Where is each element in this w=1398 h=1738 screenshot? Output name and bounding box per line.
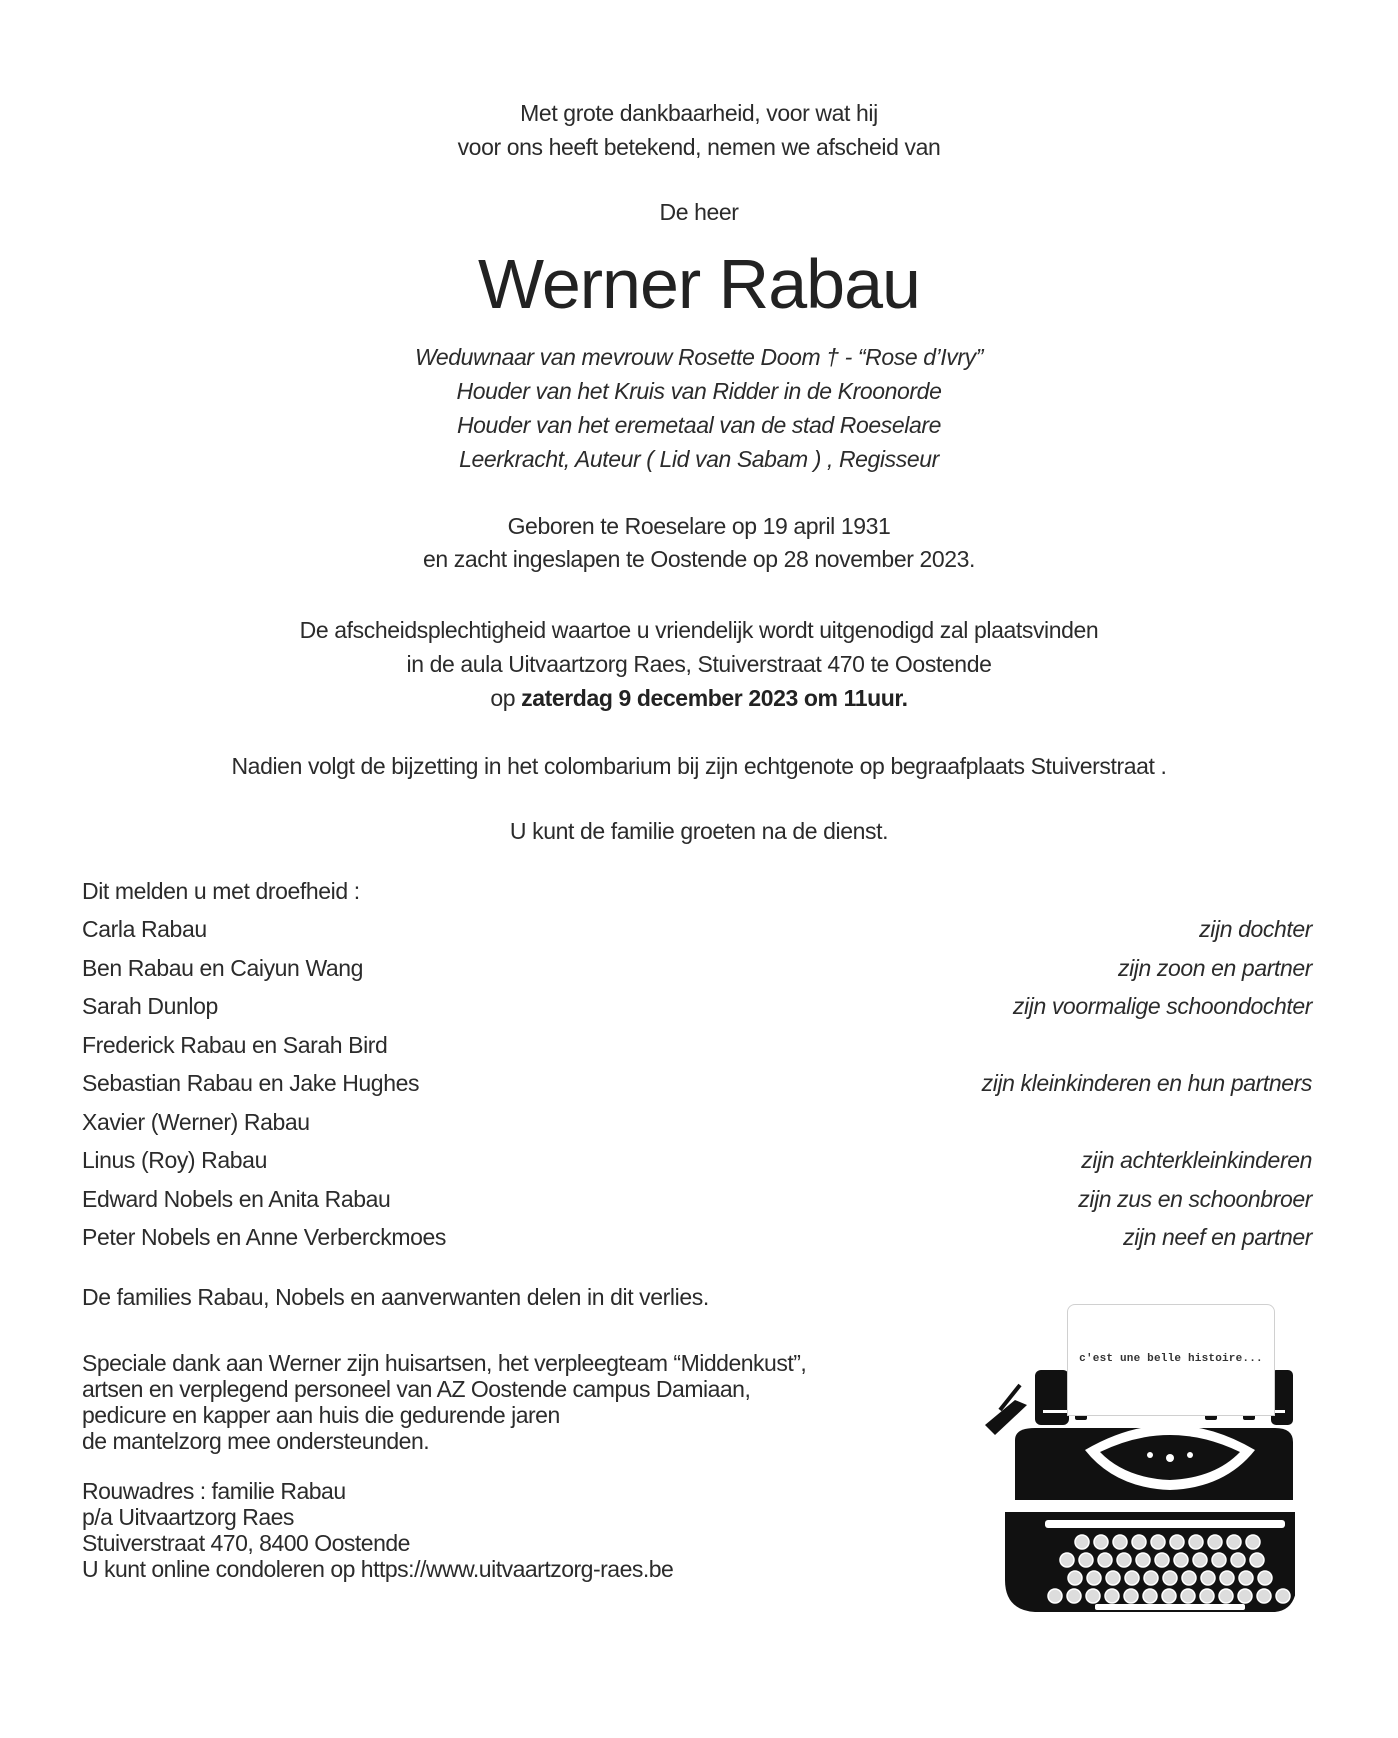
family-row <box>82 1103 1312 1142</box>
typewriter-icon <box>975 1290 1295 1620</box>
deceased-name: Werner Rabau <box>478 245 920 323</box>
birth-line: Geboren te Roeselare op 19 april 1931 <box>507 513 891 539</box>
typewriter-paper <box>1067 1304 1275 1416</box>
family-list <box>82 872 1312 1257</box>
thanks-line: pedicure en kapper aan huis die gedurende jaren <box>82 1402 560 1428</box>
honor-line: Leerkracht, Auteur ( Lid van Sabam ) , Regisseur <box>459 446 939 472</box>
family-member-name: Frederick Rabau en Sarah Bird <box>82 1031 388 1058</box>
title-prefix <box>0 196 1398 229</box>
family-member-name: Ben Rabau en Caiyun Wang <box>82 954 364 981</box>
ceremony-date: zaterdag 9 december 2023 om 11uur. <box>521 685 908 711</box>
intro-line-1: Met grote dankbaarheid, voor wat hij <box>520 100 878 126</box>
family-row <box>82 1180 1312 1219</box>
family-member-relation: zijn zus en schoonbroer <box>1078 1185 1312 1212</box>
condolence-link[interactable]: U kunt online condoleren op https://www.uitvaartzorg-raes.be <box>82 1556 674 1582</box>
family-member-name: Sebastian Rabau en Jake Hughes <box>82 1070 420 1096</box>
family-member-relation: zijn zoon en partner <box>1117 954 1312 981</box>
burial-info <box>0 750 1398 783</box>
family-member-name: Edward Nobels en Anita Rabau <box>82 1185 391 1212</box>
thanks-line: artsen en verplegend personeel van AZ Oostende campus Damiaan, <box>82 1376 751 1402</box>
greeting-text: U kunt de familie groeten na de dienst. <box>509 818 889 844</box>
paper-text: c'est une belle histoire... <box>1079 1353 1263 1365</box>
ceremony-date-prefix: op <box>490 685 522 711</box>
family-member-relation: zijn achterkleinkinderen <box>1081 1147 1312 1173</box>
family-row <box>82 1218 1312 1257</box>
honor-line: Weduwnaar van mevrouw Rosette Doom † - “Rose d’Ivry” <box>414 344 984 370</box>
ceremony-line-3 <box>0 681 1398 715</box>
family-row <box>82 987 1312 1026</box>
family-row <box>82 910 1312 949</box>
mourning-address <box>82 1478 673 1582</box>
family-member-relation: zijn dochter <box>1199 916 1312 942</box>
family-heading: Dit melden u met droefheid : <box>82 878 360 904</box>
family-member-name: Sarah Dunlop <box>82 993 218 1019</box>
greeting-info <box>0 815 1398 848</box>
family-row <box>82 1141 1312 1180</box>
closing-text: De families Rabau, Nobels en aanverwanten delen in dit verlies. <box>82 1284 709 1310</box>
family-row <box>82 949 1312 988</box>
burial-text: Nadien volgt de bijzetting in het colombarium bij zijn echtgenote op begraafplaats Stuiverstraat . <box>231 753 1167 779</box>
family-row <box>82 1064 1312 1103</box>
family-member-name: Xavier (Werner) Rabau <box>82 1108 310 1135</box>
ceremony-line-1: De afscheidsplechtigheid waartoe u vriendelijk wordt uitgenodigd zal plaatsvinden <box>299 617 1099 643</box>
thanks-line: Speciale dank aan Werner zijn huisartsen, het verpleegteam “Middenkust”, <box>82 1350 807 1376</box>
death-line: en zacht ingeslapen te Oostende op 28 november 2023. <box>422 546 976 572</box>
family-member-name: Peter Nobels en Anne Verberckmoes <box>82 1224 446 1250</box>
family-member-name: Carla Rabau <box>82 916 207 942</box>
thanks-paragraph <box>82 1350 806 1454</box>
intro-text <box>0 96 1398 164</box>
ceremony-line-2: in de aula Uitvaartzorg Raes, Stuiverstraat 470 te Oostende <box>406 651 992 677</box>
honors-list <box>0 340 1398 476</box>
honor-line: Houder van het Kruis van Ridder in de Kroonorde <box>456 378 942 404</box>
thanks-line: de mantelzorg mee ondersteunden. <box>82 1428 430 1454</box>
intro-line-2: voor ons heeft betekend, nemen we afscheid van <box>457 134 941 160</box>
family-member-relation: zijn neef en partner <box>1123 1224 1312 1250</box>
honor-line: Houder van het eremetaal van de stad Roeselare <box>456 412 942 438</box>
ceremony-info <box>0 613 1398 715</box>
family-member-name: Linus (Roy) Rabau <box>82 1147 267 1173</box>
family-member-relation: zijn kleinkinderen en hun partners <box>981 1070 1312 1096</box>
address-line: p/a Uitvaartzorg Raes <box>82 1504 294 1530</box>
address-line: Stuiverstraat 470, 8400 Oostende <box>82 1530 410 1556</box>
address-line: Rouwadres : familie Rabau <box>82 1478 346 1504</box>
family-row <box>82 1026 1312 1065</box>
family-member-relation: zijn voormalige schoondochter <box>1012 993 1312 1019</box>
life-dates <box>0 510 1398 576</box>
title-prefix-text: De heer <box>659 199 739 225</box>
